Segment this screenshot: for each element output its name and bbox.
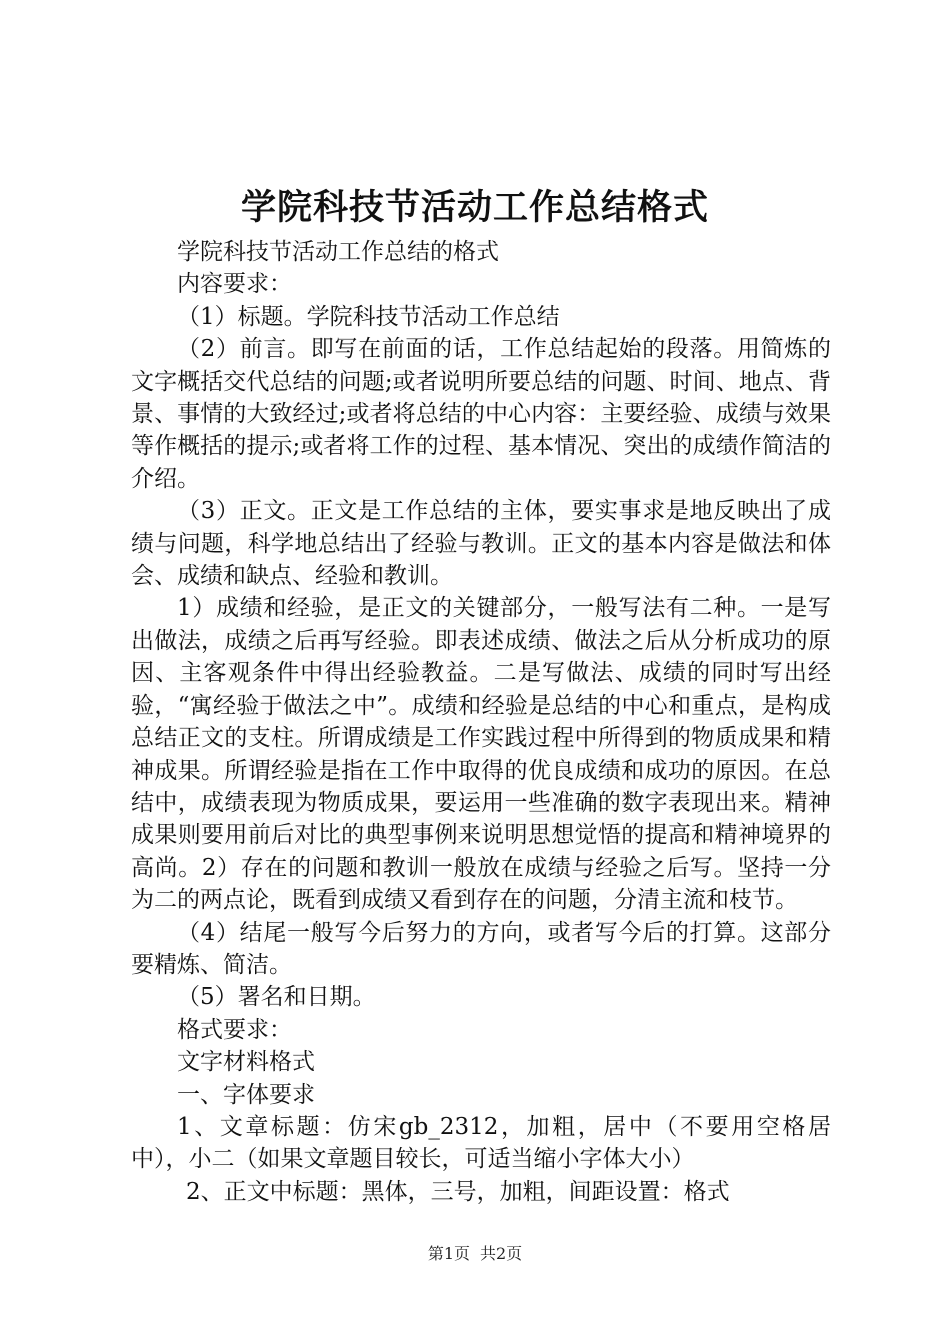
paragraph-achievements-experience: 1）成绩和经验，是正文的关键部分，一般写法有二种。一是写出做法，成绩之后再写经验。即表述成绩、做法之后从分析成功的原因、主客观条件中得出经验教益。二是写做法、成绩的同时写出经验，“寓经验于做法之中”。成绩和经验是总结的中心和重点，是构成总结正文的支柱。所谓成绩是工作实践过程中所得到的物质成果和精神成果。所谓经验是指在工作中取得的优良成绩和成功的原因。在总结中，成绩表现为物质成果，要运用一些准确的数字表现出来。精神成果则要用前后对比的典型事例来说明思想觉悟的提高和精神境界的高尚。2）存在的问题和教训一般放在成绩与经验之后写。坚持一分为二的两点论，既看到成绩又看到存在的问题，分清主流和枝节。 (131, 595, 831, 914)
paragraph-item-ending: （4）结尾一般写今后努力的方向，或者写今后的打算。这部分要精炼、简洁。 (131, 919, 831, 978)
paragraph-text-material-format: 文字材料格式 (177, 1049, 315, 1076)
paragraph-item-signature: （5）署名和日期。 (177, 984, 376, 1011)
paragraph-article-title-rule: 1、文章标题：仿宋gb_2312，加粗，居中（不要用空格居中），小二（如果文章题目较长，可适当缩小字体大小） (131, 1113, 831, 1173)
paragraph-body-heading-rule: 2、正文中标题：黑体，三号，加粗，间距设置：格式 (186, 1178, 730, 1205)
paragraph-font-requirements: 一、字体要求 (177, 1081, 315, 1108)
page-total: 共2页 (480, 1244, 523, 1263)
page-number: 第1页 (427, 1244, 470, 1263)
paragraph-subtitle: 学院科技节活动工作总结的格式 (177, 239, 499, 265)
paragraph-format-requirements: 格式要求： (177, 1016, 292, 1043)
page-footer (0, 1243, 950, 1265)
document-body (131, 236, 831, 1208)
paragraph-item-preface: （2）前言。即写在前面的话，工作总结起始的段落。用简炼的文字概括交代总结的问题;或者说明所要总结的问题、时间、地点、背景、事情的大致经过;或者将总结的中心内容：主要经验、成绩与效果等作概括的提示;或者将工作的过程、基本情况、突出的成绩作简洁的介绍。 (131, 336, 831, 492)
paragraph-item-title: （1）标题。学院科技节活动工作总结 (177, 303, 560, 330)
paragraph-item-body: （3）正文。正文是工作总结的主体，要实事求是地反映出了成绩与问题，科学地总结出了经验与教训。正文的基本内容是做法和体会、成绩和缺点、经验和教训。 (131, 498, 831, 590)
document-title: 学院科技节活动工作总结格式 (240, 188, 709, 228)
paragraph-content-requirements: 内容要求： (177, 271, 292, 298)
